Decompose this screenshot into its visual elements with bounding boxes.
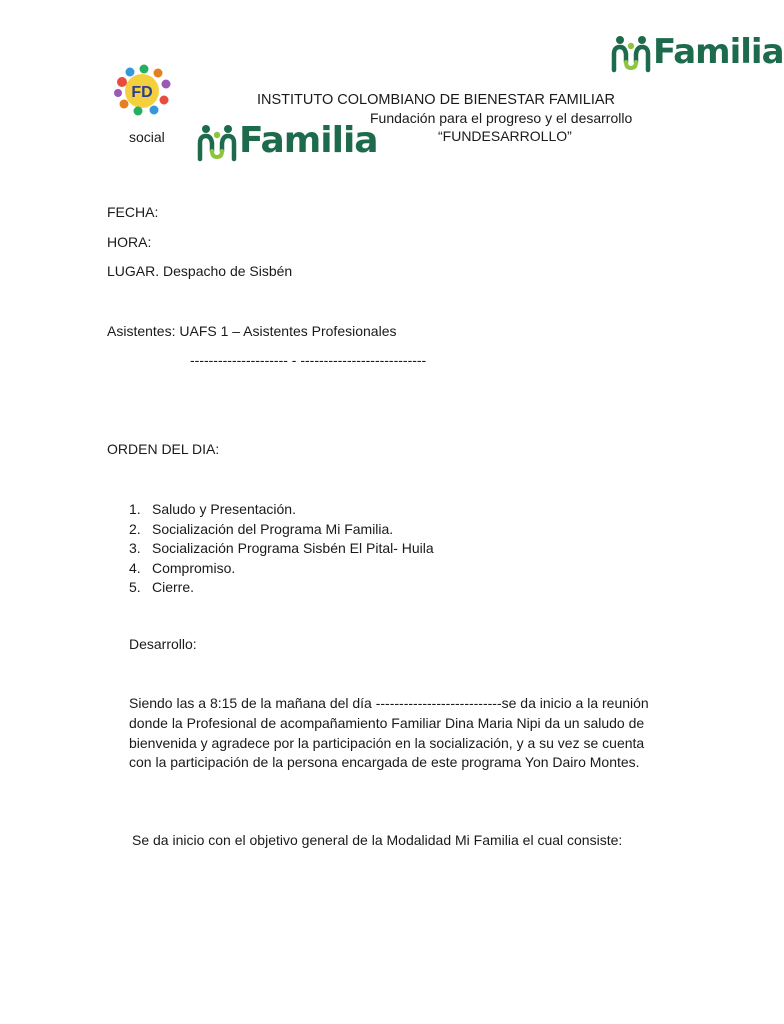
- agenda-title: ORDEN DEL DIA:: [107, 441, 220, 457]
- agenda-item: 3. Socialización Programa Sisbén El Pital- Huila: [129, 540, 434, 556]
- desarrollo-heading: Desarrollo:: [129, 636, 197, 652]
- agenda-item: 1. Saludo y Presentación.: [129, 501, 296, 517]
- agenda-item: 5. Cierre.: [129, 579, 195, 595]
- closing-line: Se da inicio con el objetivo general de la Modalidad Mi Familia el cual consiste:: [132, 832, 623, 848]
- mi-familia-logo-center: [197, 120, 378, 161]
- fd-letters: FD: [131, 84, 153, 101]
- foundation-line: Fundación para el progreso y el desarrollo: [370, 110, 633, 126]
- hora-label: HORA:: [107, 234, 152, 250]
- dash-line: --------------------- - ---------------------------: [190, 352, 427, 368]
- agenda-item: 4. Compromiso.: [129, 559, 236, 576]
- fundesarrollo-logo: [110, 64, 174, 116]
- family-icon: [611, 32, 651, 72]
- foundation-name: “FUNDESARROLLO”: [438, 128, 572, 144]
- family-icon: [197, 121, 237, 161]
- fecha-label: FECHA:: [107, 204, 159, 220]
- institute-name: INSTITUTO COLOMBIANO DE BIENESTAR FAMILIAR: [257, 92, 615, 108]
- logo-wordmark: Familia: [239, 120, 378, 161]
- mi-familia-logo-top: [611, 32, 784, 72]
- agenda-list: [129, 500, 434, 598]
- lugar-label: LUGAR. Despacho de Sisbén: [107, 263, 293, 279]
- asistentes-label: Asistentes: UAFS 1 – Asistentes Profesionales: [107, 323, 397, 339]
- agenda-item: 2. Socialización del Programa Mi Familia.: [129, 520, 394, 537]
- development-paragraph: Siendo las a 8:15 de la mañana del día ---------------------------se da inicio a la reunión donde la Profesional de acompañamiento Familiar Dina Maria Nipi da un saludo de bienvenida y agradece por la participación en la socialización, y a su vez se cuenta con la participación de la persona encargada de este programa Yon Dairo Montes.: [129, 695, 649, 771]
- logo-wordmark: Familia: [653, 32, 784, 72]
- social-label: social: [129, 129, 165, 145]
